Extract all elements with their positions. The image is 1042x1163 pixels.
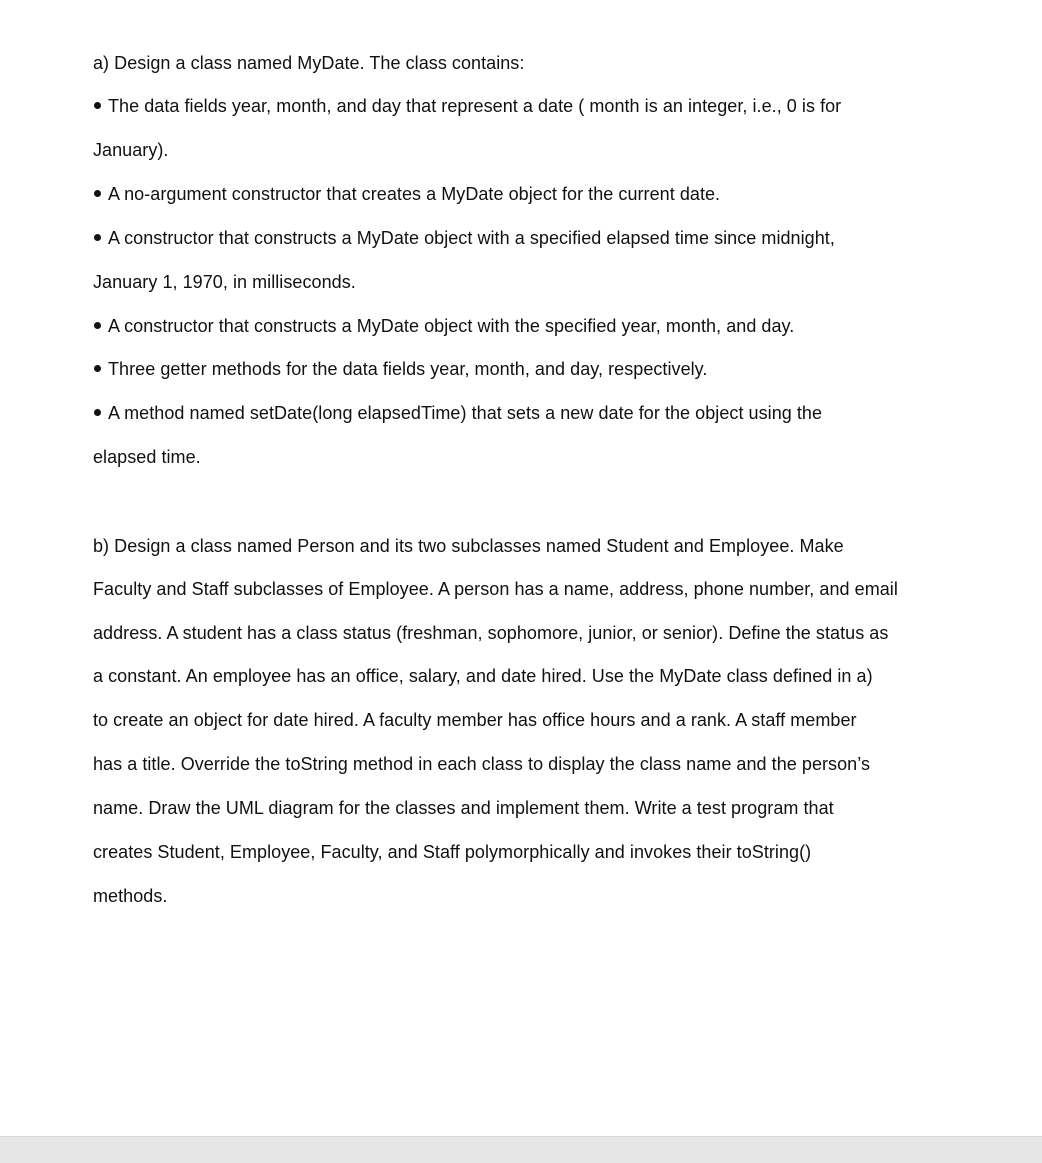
- part-b-line: b) Design a class named Person and its two subclasses named Student and Employee. Make: [93, 536, 844, 556]
- bullet-getters: [91, 358, 707, 380]
- part-b-line: creates Student, Employee, Faculty, and Staff polymorphically and invokes their toString(): [93, 842, 812, 862]
- part-b-line: a constant. An employee has an office, salary, and date hired. Use the MyDate class defined in a): [93, 666, 873, 686]
- bullet-icon: [94, 322, 101, 329]
- bullet-icon: [94, 190, 101, 197]
- bullet-icon: [94, 409, 101, 416]
- bullet-text: A constructor that constructs a MyDate object with the specified year, month, and day.: [108, 316, 795, 336]
- part-b-line: address. A student has a class status (freshman, sophomore, junior, or senior). Define the status as: [93, 623, 889, 643]
- part-a-heading: a) Design a class named MyDate. The class contains:: [93, 53, 525, 73]
- bullet-text: A method named setDate(long elapsedTime) that sets a new date for the object using the: [108, 403, 823, 423]
- bullet-ymd-constructor: [91, 315, 794, 337]
- bullet-text: A constructor that constructs a MyDate object with a specified elapsed time since midnight,: [108, 228, 835, 248]
- bottom-scroll-area: [0, 1136, 1042, 1163]
- part-b-line: name. Draw the UML diagram for the classes and implement them. Write a test program that: [93, 798, 834, 818]
- bullet-text: The data fields year, month, and day that represent a date ( month is an integer, i.e., 0 is for: [108, 96, 842, 116]
- bullet-setdate: [91, 402, 822, 424]
- bullet-icon: [94, 102, 101, 109]
- part-b-line: has a title. Override the toString method in each class to display the class name and the person’s: [93, 754, 870, 774]
- bullet-data-fields: [91, 95, 841, 117]
- bullet-icon: [94, 234, 101, 241]
- bullet-continuation: elapsed time.: [93, 447, 201, 467]
- part-b-line: methods.: [93, 886, 168, 906]
- bullet-text: A no-argument constructor that creates a MyDate object for the current date.: [108, 184, 721, 204]
- bullet-continuation: January 1, 1970, in milliseconds.: [93, 272, 356, 292]
- bullet-no-arg-constructor: [91, 183, 720, 205]
- bullet-continuation: January).: [93, 140, 169, 160]
- bullet-elapsed-constructor: [91, 227, 835, 249]
- part-b-line: Faculty and Staff subclasses of Employee. A person has a name, address, phone number, and email: [93, 579, 898, 599]
- bullet-text: Three getter methods for the data fields year, month, and day, respectively.: [108, 359, 708, 379]
- part-b-line: to create an object for date hired. A faculty member has office hours and a rank. A staff member: [93, 710, 857, 730]
- bullet-icon: [94, 365, 101, 372]
